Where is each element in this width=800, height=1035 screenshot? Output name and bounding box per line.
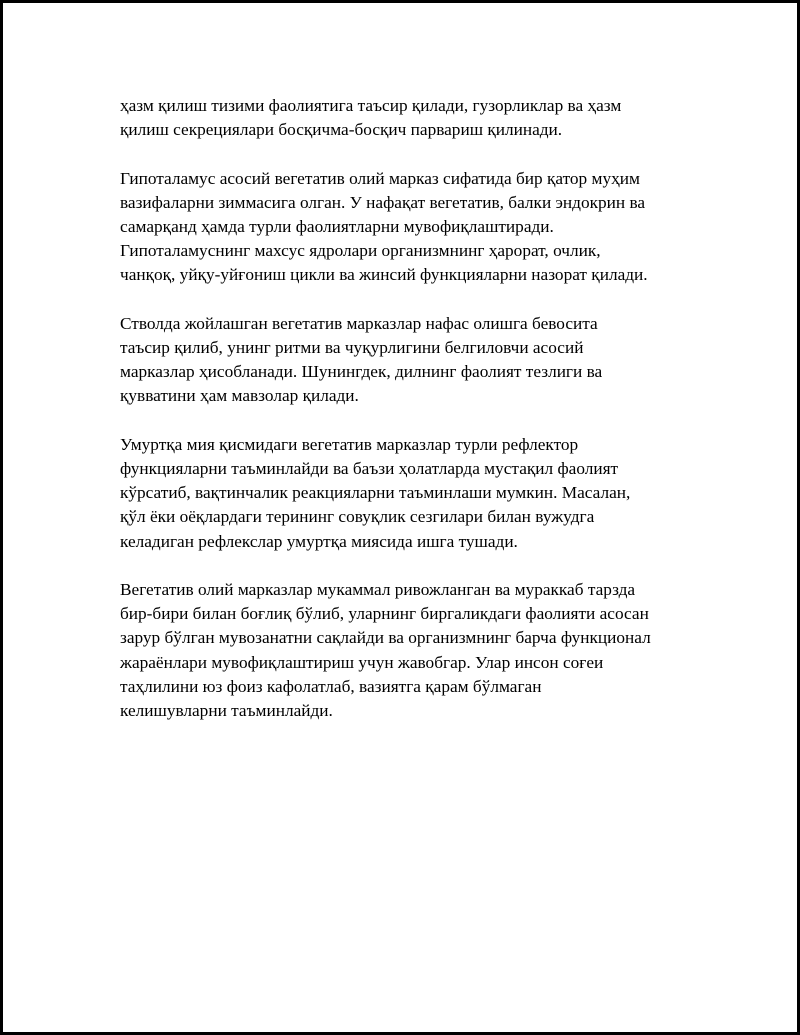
- paragraph-1: [120, 94, 720, 142]
- text-line: Вегетатив олий марказлар мукаммал ривожланган ва мураккаб тарзда: [120, 580, 636, 599]
- paragraph-5: [120, 578, 720, 723]
- text-line: кўрсатиб, вақтинчалик реакцияларни таъминлаши мумкин. Масалан,: [120, 483, 631, 503]
- text-line: функцияларни таъминлайди ва баъзи ҳолатларда мустақил фаолият: [120, 459, 619, 478]
- paragraph-2: [120, 167, 720, 288]
- text-line: қўл ёки оёқлардаги терининг совуқлик сезгилари билан вужудга: [120, 507, 595, 527]
- paragraph-3: [120, 312, 720, 409]
- text-line: келишувларни таъминлайди.: [120, 701, 333, 721]
- text-line: ҳазм қилиш тизими фаолиятига таъсир қилади, гузорликлар ва ҳазм: [120, 96, 622, 115]
- text-line: таъсир қилиб, унинг ритми ва чуқурлигини белгиловчи асосий: [120, 338, 584, 357]
- text-line: чанқоқ, уйқу-уйғониш цикли ва жинсий функцияларни назорат қилади.: [120, 265, 648, 285]
- text-line: зарур бўлган мувозанатни сақлайди ва организмнинг барча функционал: [120, 628, 651, 648]
- text-line: Стволда жойлашган вегетатив марказлар нафас олишга бевосита: [120, 313, 598, 333]
- text-line: таҳлилини юз фоиз кафолатлаб, вазиятга қарам бўлмаган: [120, 676, 542, 696]
- text-line: самарқанд ҳамда турли фаолиятларни мувофиқлаштиради.: [120, 217, 554, 236]
- text-line: марказлар ҳисобланади. Шунингдек, дилнинг фаолият тезлиги ва: [120, 362, 603, 382]
- text-line: бир-бири билан боғлиқ бўлиб, уларнинг биргаликдаги фаолияти асосан: [120, 604, 649, 624]
- text-line: Гипоталамус асосий вегетатив олий марказ сифатида бир қатор муҳим: [120, 168, 640, 188]
- text-line: қувватини ҳам мавзолар қилади.: [120, 386, 359, 406]
- text-line: Умуртқа мия қисмидаги вегетатив марказлар турли рефлектор: [120, 434, 579, 454]
- text-line: қилиш секрециялари босқичма-босқич парвариш қилинади.: [120, 120, 563, 140]
- text-line: келадиган рефлекслар умуртқа миясида ишга тушади.: [120, 531, 518, 551]
- text-line: вазифаларни зиммасига олган. У нафақат вегетатив, балки эндокрин ва: [120, 192, 646, 212]
- paragraph-4: [120, 433, 720, 554]
- text-line: Гипоталамуснинг махсус ядролари организмнинг ҳарорат, очлик,: [120, 241, 601, 261]
- text-line: жараёнлари мувофиқлаштириш учун жавобгар. Улар инсон соғеи: [120, 652, 604, 672]
- document-body: [120, 94, 720, 747]
